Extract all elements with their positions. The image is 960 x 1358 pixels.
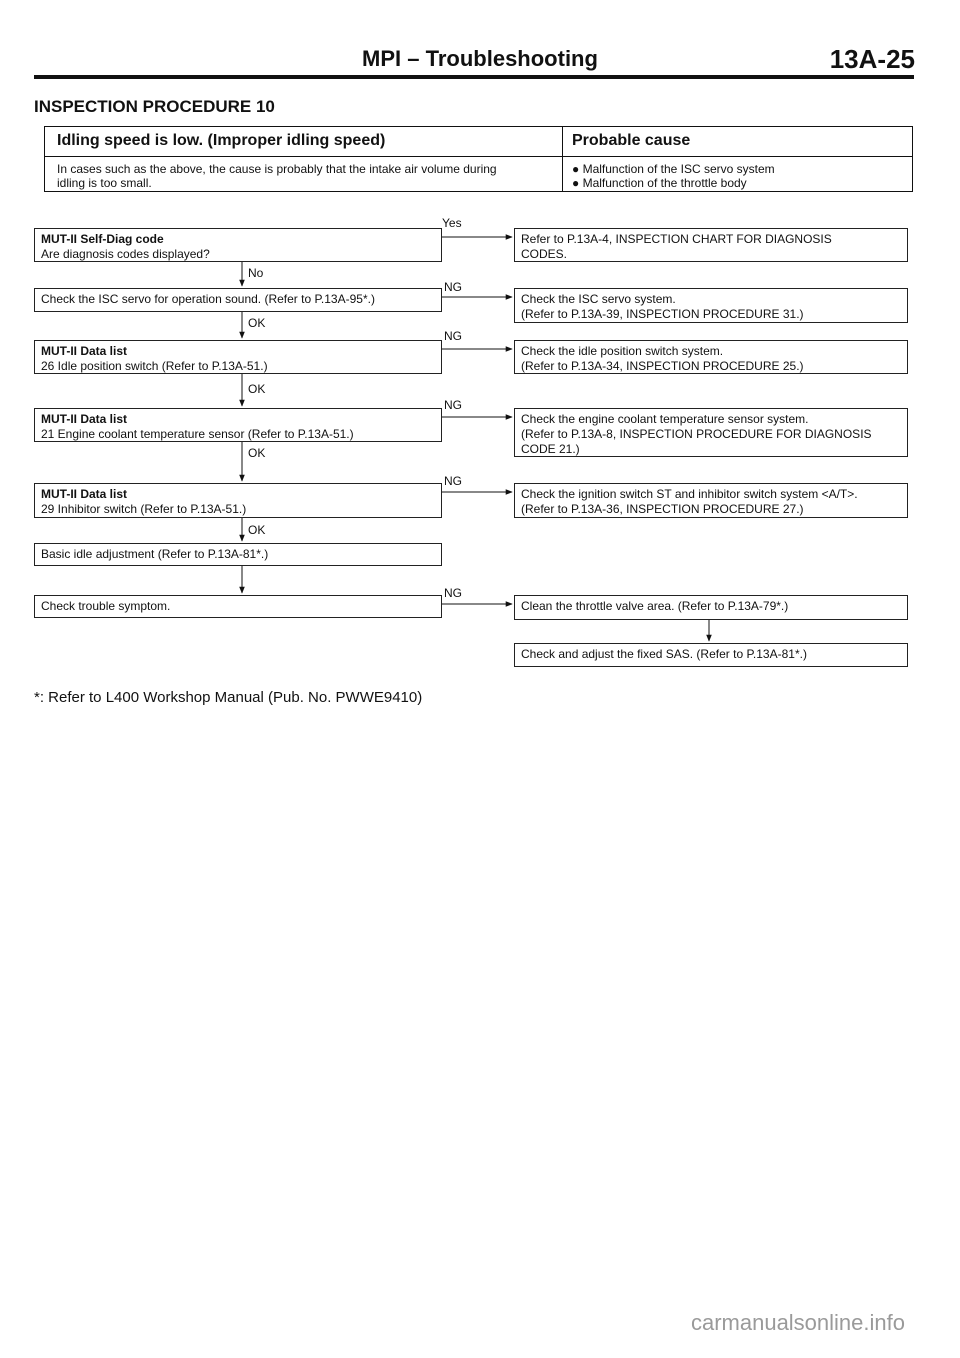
symptom-description: In cases such as the above, the cause is probably that the intake air volume during idling is too small.	[57, 162, 497, 190]
down-label-ok: OK	[248, 446, 266, 460]
branch-label-ng: NG	[444, 586, 462, 600]
step-box-5: MUT-II Data list 29 Inhibitor switch (Refer to P.13A-51.)	[34, 483, 442, 518]
step-box-1: MUT-II Self-Diag code Are diagnosis codes displayed?	[34, 228, 442, 262]
symptom-heading: Idling speed is low. (Improper idling speed)	[57, 132, 386, 149]
result-box-4: Check the engine coolant temperature sensor system. (Refer to P.13A-8, INSPECTION PROCEDURE FOR DIAGNOSIS CODE 21.)	[514, 408, 908, 457]
section-title: INSPECTION PROCEDURE 10	[34, 97, 275, 116]
step-box-7: Check trouble symptom.	[34, 595, 442, 618]
result-box-6: Clean the throttle valve area. (Refer to P.13A-79*.)	[514, 595, 908, 620]
watermark: carmanualsonline.info	[690, 1310, 905, 1335]
cause-item: ● Malfunction of the throttle body	[572, 176, 747, 190]
step-box-2: Check the ISC servo for operation sound. (Refer to P.13A-95*.)	[34, 288, 442, 312]
down-label-ok: OK	[248, 382, 266, 396]
branch-label-ng: NG	[444, 398, 462, 412]
down-label-ok: OK	[248, 316, 266, 330]
step-box-6: Basic idle adjustment (Refer to P.13A-81*.)	[34, 543, 442, 566]
cause-heading: Probable cause	[572, 132, 691, 149]
step-box-4: MUT-II Data list 21 Engine coolant temperature sensor (Refer to P.13A-51.)	[34, 408, 442, 442]
footnote: *: Refer to L400 Workshop Manual (Pub. No. PWWE9410)	[34, 689, 423, 706]
step-box-3: MUT-II Data list 26 Idle position switch (Refer to P.13A-51.)	[34, 340, 442, 374]
down-label-ok: OK	[248, 523, 266, 537]
branch-label-ng: NG	[444, 329, 462, 343]
branch-label-ng: NG	[444, 280, 462, 294]
down-label-no: No	[248, 266, 264, 280]
branch-label-ng: NG	[444, 474, 462, 488]
result-box-7: Check and adjust the fixed SAS. (Refer to P.13A-81*.)	[514, 643, 908, 667]
page-header-title: MPI – Troubleshooting	[362, 46, 598, 71]
result-box-2: Check the ISC servo system. (Refer to P.13A-39, INSPECTION PROCEDURE 31.)	[514, 288, 908, 323]
result-box-3: Check the idle position switch system. (Refer to P.13A-34, INSPECTION PROCEDURE 25.)	[514, 340, 908, 374]
result-box-1: Refer to P.13A-4, INSPECTION CHART FOR DIAGNOSIS CODES.	[514, 228, 908, 262]
branch-label-yes: Yes	[442, 216, 462, 230]
cause-item: ● Malfunction of the ISC servo system	[572, 162, 775, 176]
result-box-5: Check the ignition switch ST and inhibitor switch system <A/T>. (Refer to P.13A-36, INSPECTION PROCEDURE 27.)	[514, 483, 908, 518]
page-number: 13A-25	[829, 44, 915, 74]
